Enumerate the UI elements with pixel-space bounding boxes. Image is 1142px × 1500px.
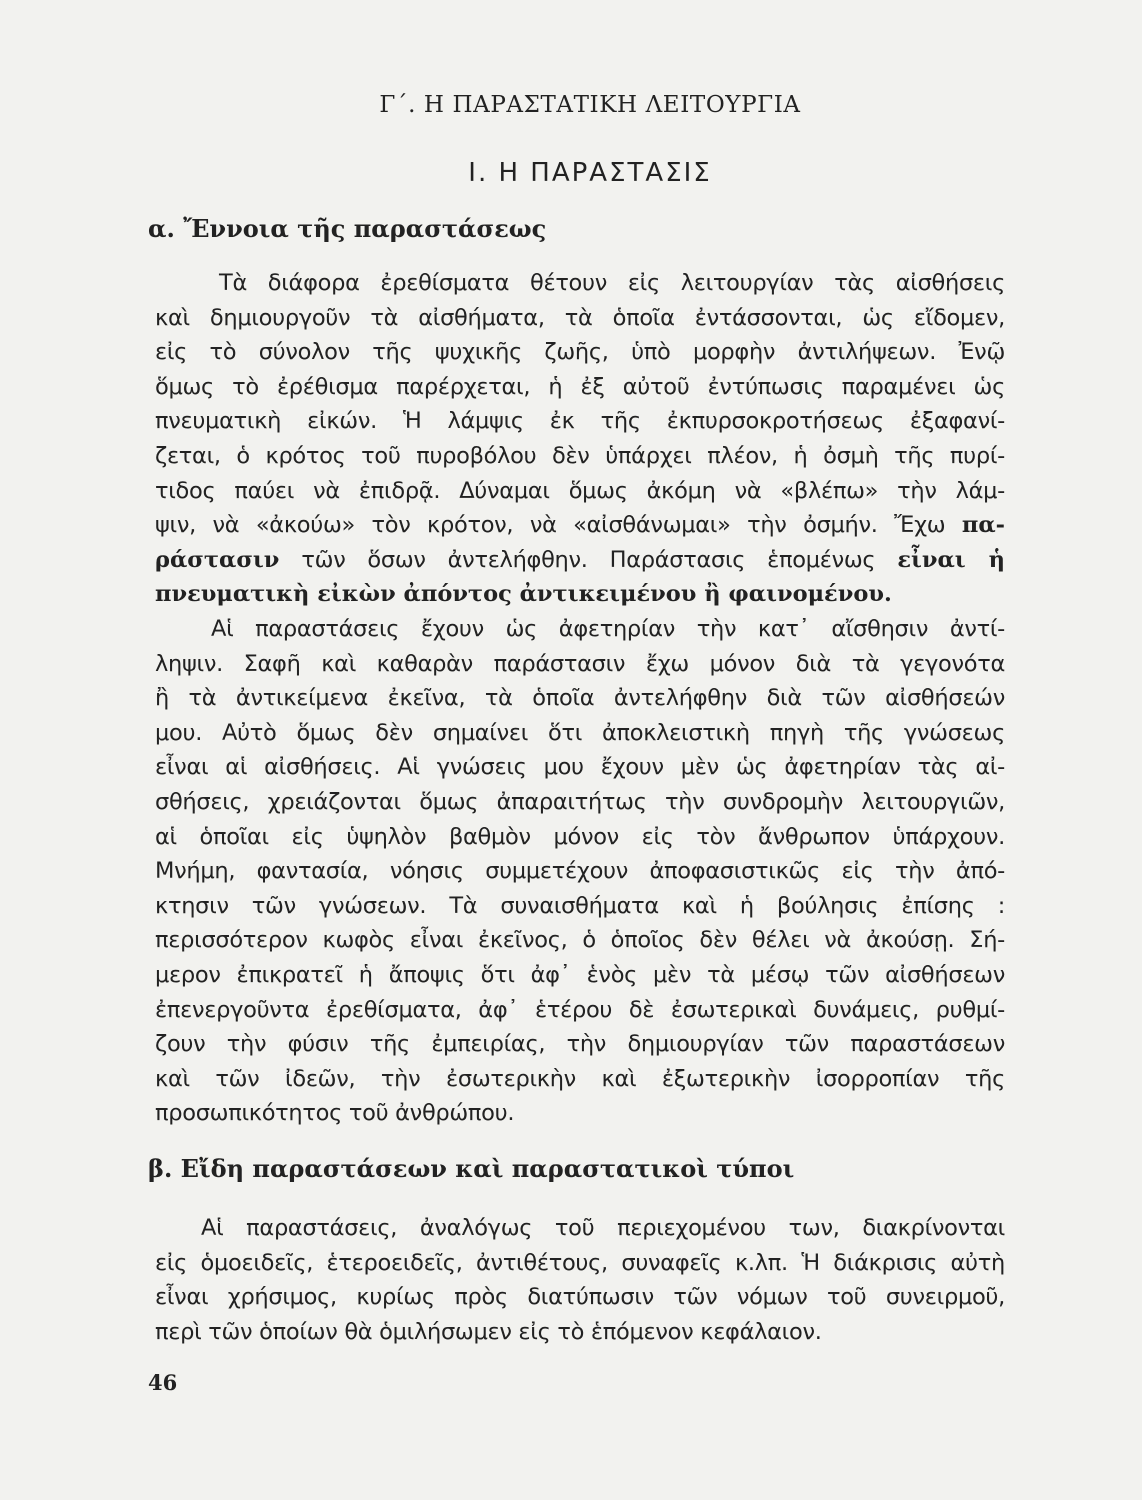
- text-line: μερον ἐπικρατεῖ ἡ ἄποψις ὅτι ἀφ᾽ ἑνὸς μὲν τὰ μέσῳ τῶν αἰσθήσεων: [155, 961, 1005, 988]
- text-segment: ψιν, νὰ «ἀκούω» τὸν κρότον, νὰ «αἰσθάνωμαι» τὴν ὀσμήν. Ἔχω: [155, 512, 946, 539]
- text-line: εἰς τὸ σύνολον τῆς ψυχικῆς ζωῆς, ὑπὸ μορφὴν ἀντιλήψεων. Ἐνῷ: [155, 339, 1005, 366]
- bold-text: εἶναι ἡ: [897, 546, 1006, 573]
- text-line: κτησιν τῶν γνώσεων. Τὰ συναισθήματα καὶ ἡ βούλησις ἐπίσης :: [155, 892, 1005, 919]
- text-line: ὅμως τὸ ἐρέθισμα παρέρχεται, ἡ ἐξ αὐτοῦ ἐντύπωσις παραμένει ὡς: [155, 373, 1005, 400]
- text-line: τιδος παύει νὰ ἐπιδρᾷ. Δύναμαι ὅμως ἀκόμη νὰ «βλέπω» τὴν λάμ-: [155, 477, 1005, 504]
- text-line: αἱ ὁποῖαι εἰς ὑψηλὸν βαθμὸν μόνον εἰς τὸν ἄνθρωπον ὑπάρχουν.: [155, 823, 1005, 850]
- subsection-a-heading: [148, 214, 546, 243]
- paragraph: [155, 1211, 1005, 1349]
- text-line: πνευματικὴ εἰκών. Ἡ λάμψις ἐκ τῆς ἐκπυρσοκροτήσεως ἐξαφανί-: [155, 408, 1005, 435]
- bold-text: πα-: [961, 512, 1005, 539]
- text-line: εἰς ὁμοειδεῖς, ἑτεροειδεῖς, ἀντιθέτους, συναφεῖς κ.λπ. Ἡ διάκρισις αὐτὴ: [155, 1249, 1005, 1276]
- text-line: ληψιν. Σαφῆ καὶ καθαρὰν παράστασιν ἔχω μόνον διὰ τὰ γεγονότα: [155, 650, 1005, 677]
- text-line: προσωπικότητος τοῦ ἀνθρώπου.: [155, 1100, 515, 1127]
- chapter-title: Γ΄. Η ΠΑΡΑΣΤΑΤΙΚΗ ΛΕΙΤΟΥΡΓΙΑ: [379, 92, 801, 118]
- text-line: εἶναι χρήσιμος, κυρίως πρὸς διατύπωσιν τῶν νόμων τοῦ συνειρμοῦ,: [155, 1284, 1005, 1311]
- text-line: ἢ τὰ ἀντικείμενα ἐκεῖνα, τὰ ὁποῖα ἀντελήφθην διὰ τῶν αἰσθήσεών: [155, 685, 1005, 712]
- text-line: καὶ τῶν ἰδεῶν, τὴν ἐσωτερικὴν καὶ ἐξωτερικὴν ἰσορροπίαν τῆς: [155, 1065, 1005, 1092]
- text-line: σθήσεις, χρειάζονται ὅμως ἀπαραιτήτως τὴν συνδρομὴν λειτουργιῶν,: [155, 788, 1005, 815]
- text-line: περισσότερον κωφὸς εἶναι ἐκεῖνος, ὁ ὁποῖος δὲν θέλει νὰ ἀκούσῃ. Σή-: [155, 927, 1005, 954]
- text-line: Αἱ παραστάσεις ἔχουν ὡς ἀφετηρίαν τὴν κατ᾽ αἴσθησιν ἀντί-: [211, 616, 1005, 642]
- text-line: Τὰ διάφορα ἐρεθίσματα θέτουν εἰς λειτουργίαν τὰς αἰσθήσεις: [219, 270, 1005, 296]
- subsection-heading-text: Ἔννοια τῆς παραστάσεως: [183, 214, 547, 243]
- text-line: Μνήμη, φαντασία, νόησις συμμετέχουν ἀποφασιστικῶς εἰς τὴν ἀπό-: [155, 858, 1005, 885]
- text-line: εἶναι αἱ αἰσθήσεις. Αἱ γνώσεις μου ἔχουν μὲν ὡς ἀφετηρίαν τὰς αἰ-: [155, 754, 1005, 781]
- subsection-marker: β.: [148, 1154, 173, 1183]
- bold-text: ράστασιν: [155, 546, 280, 573]
- subsection-heading-text: Εἴδη παραστάσεων καὶ παραστατικοὶ τύποι: [180, 1154, 795, 1183]
- subsection-b-heading: [148, 1154, 794, 1183]
- text-line: μου. Αὐτὸ ὅμως δὲν σημαίνει ὅτι ἀποκλειστικὴ πηγὴ τῆς γνώσεως: [155, 719, 1005, 746]
- text-line: ζεται, ὁ κρότος τοῦ πυροβόλου δὲν ὑπάρχει πλέον, ἡ ὀσμὴ τῆς πυρί-: [155, 442, 1005, 469]
- text-line: Αἱ παραστάσεις, ἀναλόγως τοῦ περιεχομένου των, διακρίνονται: [201, 1215, 1005, 1241]
- bold-definition-line: πνευματικὴ εἰκὼν ἀπόντος ἀντικειμένου ἢ φαινομένου.: [155, 581, 892, 608]
- text-line: [155, 508, 1005, 543]
- page-number: 46: [148, 1370, 178, 1395]
- paragraph: [155, 612, 1005, 1131]
- subsection-marker: α.: [148, 214, 175, 243]
- text-line: περὶ τῶν ὁποίων θὰ ὁμιλήσωμεν εἰς τὸ ἑπόμενον κεφάλαιον.: [155, 1318, 822, 1345]
- text-line: ἐπενεργοῦντα ἐρεθίσματα, ἀφ᾽ ἑτέρου δὲ ἐσωτερικαὶ δυνάμεις, ρυθμί-: [155, 996, 1005, 1023]
- text-line: ζουν τὴν φύσιν τῆς ἐμπειρίας, τὴν δημιουργίαν τῶν παραστάσεων: [155, 1031, 1005, 1058]
- text-line: [155, 543, 1005, 578]
- paragraph: [155, 266, 1005, 612]
- text-segment: τῶν ὅσων ἀντελήφθην. Παράστασις ἑπομένως: [301, 546, 876, 573]
- text-line: καὶ δημιουργοῦν τὰ αἰσθήματα, τὰ ὁποῖα ἐντάσσονται, ὡς εἴδομεν,: [155, 304, 1005, 331]
- section-title: Ι. Η ΠΑΡΑΣΤΑΣΙΣ: [468, 158, 712, 188]
